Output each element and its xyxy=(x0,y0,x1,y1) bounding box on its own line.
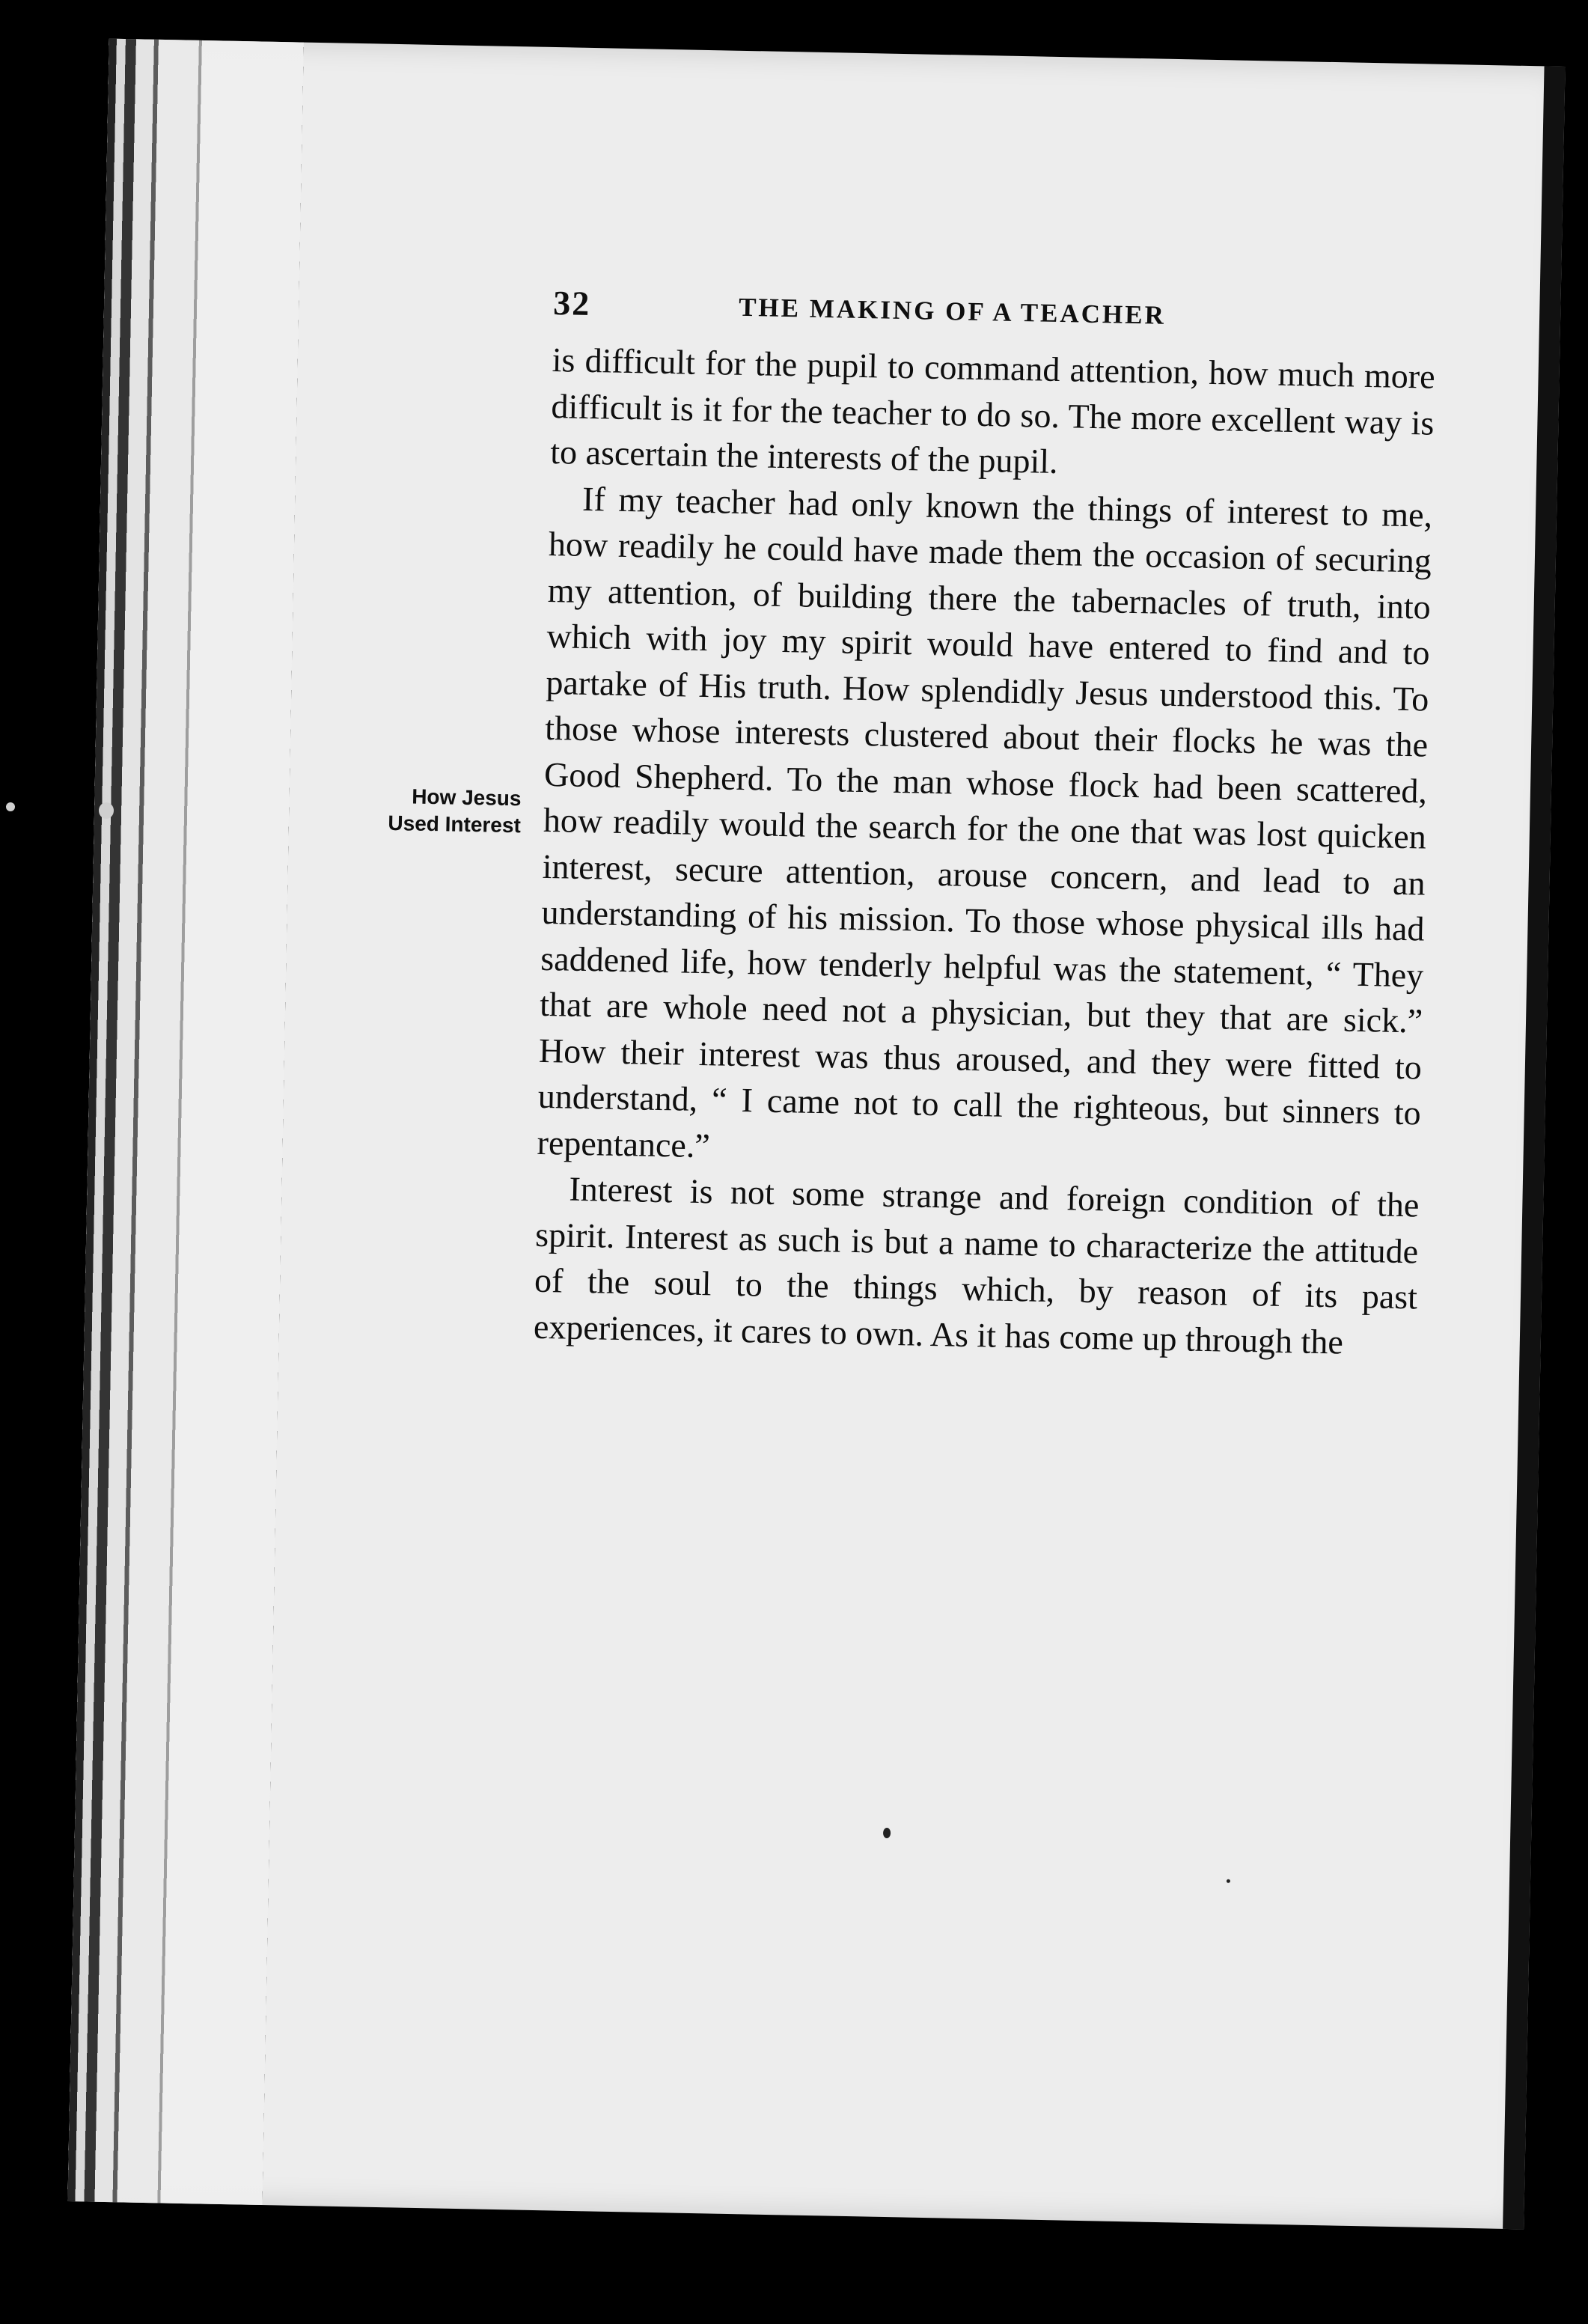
page-edge-binding xyxy=(67,39,303,2205)
page-number: 32 xyxy=(552,284,591,323)
paragraph-3: Interest is not some strange and foreign condition of the spirit. Interest as such is but a name to characterize the attitude of the soul to the things which, by reason of its past experiences, it cares to own. As it has come up through the xyxy=(533,1169,1420,1361)
page-right-edge xyxy=(1503,66,1565,2229)
paragraph-1: is difficult for the pupil to command attention, how much more difficult is it for the teacher to do so. The more excellent way is to ascertain the interests of the pupil. xyxy=(549,341,1436,481)
paragraph-2-wrap xyxy=(388,475,1433,1183)
margin-note-line-2: Used Interest xyxy=(388,811,522,837)
ink-speck xyxy=(883,1828,891,1838)
book-page xyxy=(67,39,1565,2230)
scan-artifact xyxy=(99,802,114,819)
scan-artifact xyxy=(6,802,15,811)
text-block xyxy=(388,283,1436,1366)
margin-note xyxy=(281,781,522,839)
paragraph-2: If my teacher had only known the things of interest to me, how readily he could have made them the occasion of securing my attention, of building there the tabernacles of truth, into which with joy my spirit would have entered to find and to partake of His truth. How splendidly Jesus understood this. To those whose interests clustered about their flocks he was the Good Shepherd. To the man whose flock had been scattered, how readily would the search for the one that was lost quicken interest, secure attention, arouse concern, and lead to an understanding of his mission. To those whose physical ills had saddened life, how tenderly helpful was the statement, “ They that are whole need not a physician, but they that are sick.” How their interest was thus aroused, and they were fitted to understand, “ I came not to call the righteous, but sinners to repentance.” xyxy=(537,479,1433,1165)
ink-speck xyxy=(1227,1879,1230,1883)
margin-note-line-1: How Jesus xyxy=(411,784,522,810)
running-title: THE MAKING OF A TEACHER xyxy=(738,292,1167,330)
